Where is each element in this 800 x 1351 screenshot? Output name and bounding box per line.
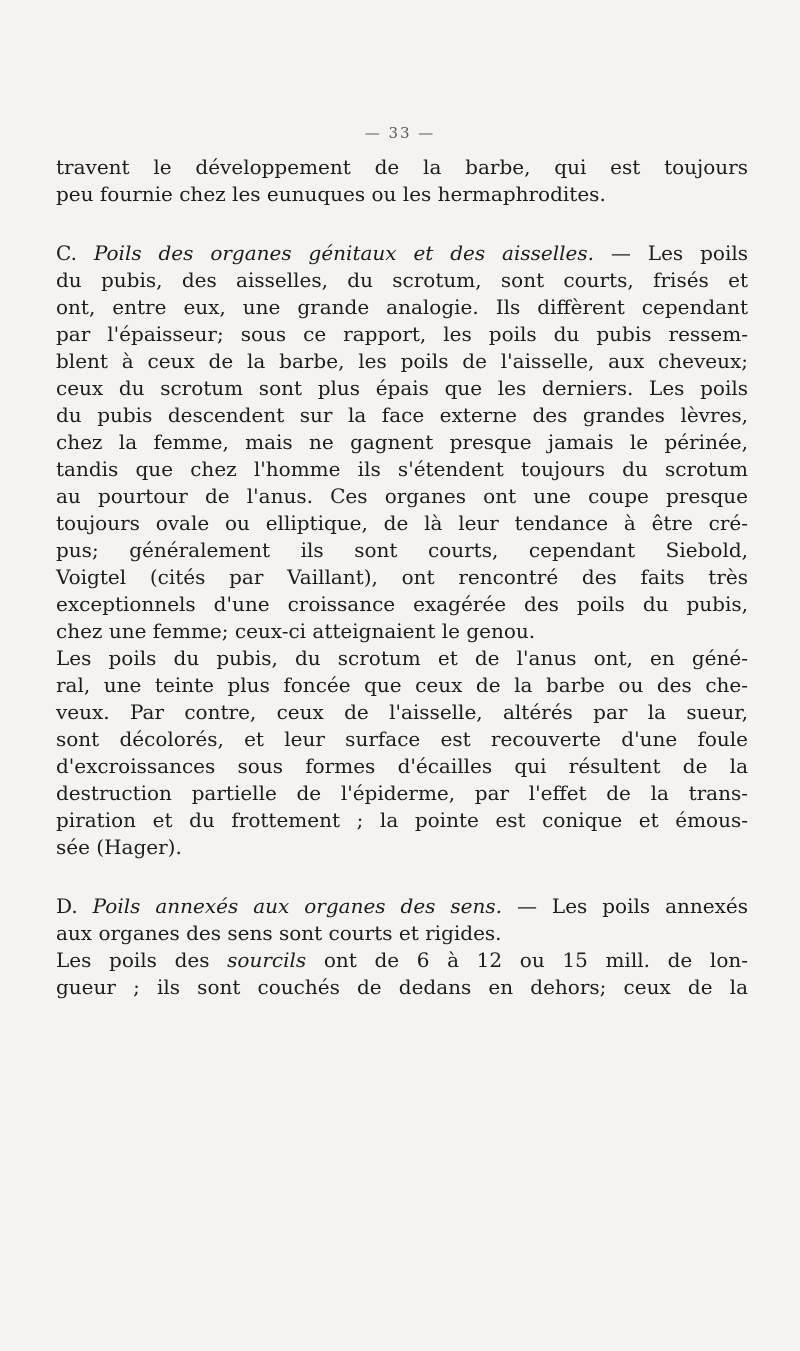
- section-letter: D.: [56, 894, 78, 918]
- section-d: [56, 893, 748, 947]
- paragraph-colour: [56, 645, 748, 861]
- body-text: [56, 154, 748, 1001]
- text-line: ont, entre eux, une grande analogie. Ils diffèrent cependant: [56, 295, 748, 319]
- line-suffix: ont de 6 à 12 ou 15 mill. de lon-: [323, 948, 748, 972]
- section-c: [56, 240, 748, 645]
- text-line: du pubis, des aisselles, du scrotum, sont courts, frisés et: [56, 268, 748, 292]
- text-line: piration et du frottement ; la pointe est conique et émous-: [56, 808, 748, 832]
- text-line: Voigtel (cités par Vaillant), ont rencontré des faits très: [56, 565, 748, 589]
- text-line: veux. Par contre, ceux de l'aisselle, altérés par la sueur,: [56, 700, 748, 724]
- page-number: — 33 —: [364, 124, 436, 142]
- text-line: gueur ; ils sont couchés de dedans en dehors; ceux de la: [56, 975, 748, 999]
- text-line: pus; généralement ils sont courts, cependant Siebold,: [56, 538, 748, 562]
- section-heading-suffix: — Les poils: [610, 241, 748, 265]
- text-line: [56, 947, 748, 974]
- text-line: chez la femme, mais ne gagnent presque jamais le périnée,: [56, 430, 748, 454]
- text-line: peu fournie chez les eunuques ou les hermaphrodites.: [56, 182, 606, 206]
- text-line: exceptionnels d'une croissance exagérée des poils du pubis,: [56, 592, 748, 616]
- text-line: chez une femme; ceux-ci atteignaient le genou.: [56, 619, 536, 643]
- text-line: blent à ceux de la barbe, les poils de l'aisselle, aux cheveux;: [56, 349, 748, 373]
- text-line: d'excroissances sous formes d'écailles qui résultent de la: [56, 754, 748, 778]
- paragraph-continuation: [56, 154, 748, 208]
- text-line: aux organes des sens sont courts et rigides.: [56, 921, 502, 945]
- text-line: ceux du scrotum sont plus épais que les derniers. Les poils: [56, 376, 748, 400]
- text-line: au pourtour de l'anus. Ces organes ont une coupe presque: [56, 484, 748, 508]
- text-line: destruction partielle de l'épiderme, par l'effet de la trans-: [56, 781, 748, 805]
- text-line: Les poils du pubis, du scrotum et de l'anus ont, en géné-: [56, 646, 748, 670]
- paragraph-sourcils: [56, 947, 748, 1001]
- text-line: travent le développement de la barbe, qui est toujours: [56, 155, 748, 179]
- text-line: sée (Hager).: [56, 835, 182, 859]
- text-line: par l'épaisseur; sous ce rapport, les poils du pubis ressem-: [56, 322, 748, 346]
- text-line: du pubis descendent sur la face externe des grandes lèvres,: [56, 403, 748, 427]
- text-line: tandis que chez l'homme ils s'étendent toujours du scrotum: [56, 457, 748, 481]
- text-line: ral, une teinte plus foncée que ceux de la barbe ou des che-: [56, 673, 748, 697]
- line-prefix: Les poils des: [56, 948, 210, 972]
- section-title: Poils des organes génitaux et des aisselles.: [93, 241, 594, 265]
- text-line: toujours ovale ou elliptique, de là leur tendance à être cré-: [56, 511, 748, 535]
- section-heading-suffix: — Les poils annexés: [516, 894, 749, 918]
- text-line: sont décolorés, et leur surface est recouverte d'une foule: [56, 727, 748, 751]
- section-letter: C.: [56, 241, 77, 265]
- section-heading-line: [56, 893, 748, 920]
- term-sourcils: sourcils: [227, 948, 307, 972]
- section-title: Poils annexés aux organes des sens.: [92, 894, 502, 918]
- section-heading-line: [56, 240, 748, 267]
